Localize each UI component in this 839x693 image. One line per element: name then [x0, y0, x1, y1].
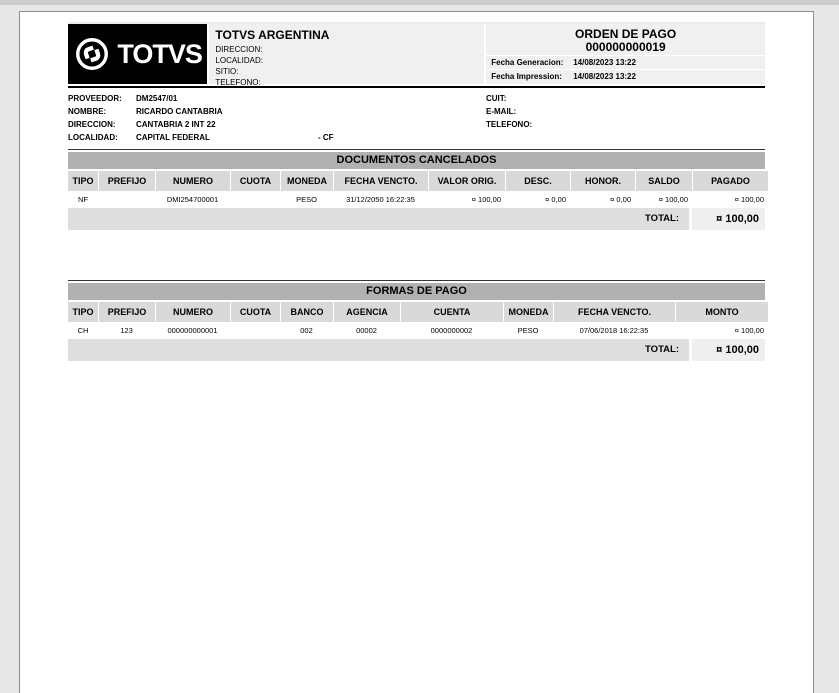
header-row — [68, 302, 768, 322]
table-cell: PESO — [296, 194, 317, 204]
provider-left-column — [68, 92, 486, 144]
documents-total-row — [68, 208, 765, 230]
order-info-panel — [486, 24, 765, 84]
column-header: PAGADO — [692, 171, 768, 191]
table-cell: ¤ 100,00 — [734, 194, 764, 204]
payments-total-row — [68, 339, 765, 361]
column-header: SALDO — [635, 171, 692, 191]
totvs-logo-text: TOTVS — [117, 38, 202, 69]
section-gap — [68, 230, 765, 280]
company-field: DIRECCION: — [215, 45, 263, 54]
table-cell: ¤ 100,00 — [734, 325, 764, 335]
company-field: SITIO: — [215, 67, 239, 76]
payments-total-label: TOTAL: — [68, 339, 689, 361]
table-cell: ¤ 0,00 — [610, 194, 631, 204]
documents-section-title: DOCUMENTOS CANCELADOS — [68, 152, 765, 169]
table-cell: CH — [77, 325, 89, 335]
table-cell: ¤ 100,00 — [471, 194, 501, 204]
column-header: HONOR. — [570, 171, 635, 191]
provider-section — [68, 88, 765, 149]
table-cell: ¤ 0,00 — [545, 194, 566, 204]
column-header: NUMERO — [155, 302, 230, 322]
report-page — [19, 11, 814, 693]
section-divider — [68, 149, 765, 150]
payments-section-title: FORMAS DE PAGO — [68, 283, 765, 300]
table-cell: 002 — [300, 325, 313, 335]
table-cell: 07/06/2018 16:22:35 — [579, 325, 649, 335]
provider-city: LOCALIDAD: CAPITAL FEDERAL - CF — [68, 133, 334, 142]
provider-name: NOMBRE: RICARDO CANTABRIA — [68, 107, 223, 116]
column-header: TIPO — [68, 302, 98, 322]
table-cell: 000000000001 — [167, 325, 218, 335]
order-print-date: Fecha Impression: 14/08/2023 13:22 — [486, 69, 765, 83]
column-header: NUMERO — [155, 171, 230, 191]
table-cell — [98, 193, 155, 205]
order-title: ORDEN DE PAGO — [575, 27, 677, 41]
section-divider — [68, 280, 765, 281]
order-generation-date: Fecha Generacion: 14/08/2023 13:22 — [486, 55, 765, 69]
table-cell — [230, 324, 280, 336]
provider-code: PROVEEDOR: DM2547/01 — [68, 94, 178, 103]
totvs-logo — [68, 24, 207, 84]
column-header: CUENTA — [400, 302, 503, 322]
table-cell: 0000000002 — [430, 325, 473, 335]
table-cell: 31/12/2050 16:22:35 — [346, 194, 415, 204]
window-top-strip — [0, 0, 839, 5]
table-cell: 123 — [120, 325, 133, 335]
table-cell — [230, 193, 280, 205]
company-name: TOTVS ARGENTINA — [215, 28, 330, 42]
provider-right-column — [486, 92, 765, 144]
table-row — [68, 193, 768, 205]
documents-total-label: TOTAL: — [68, 208, 689, 230]
table-cell: NF — [78, 194, 88, 204]
totvs-logo-icon — [73, 35, 111, 73]
company-field: TELEFONO: — [215, 78, 261, 87]
column-header: AGENCIA — [333, 302, 400, 322]
report-content — [68, 12, 765, 361]
provider-email: E-MAIL: — [486, 107, 517, 116]
column-header: DESC. — [505, 171, 570, 191]
table-cell: 00002 — [356, 325, 377, 335]
report-header — [68, 22, 765, 87]
column-header: PREFIJO — [98, 171, 155, 191]
documents-total-value: ¤ 100,00 — [692, 208, 765, 230]
column-header: CUOTA — [230, 171, 280, 191]
column-header: CUOTA — [230, 302, 280, 322]
provider-cuit: CUIT: — [486, 94, 507, 103]
table-row — [68, 324, 768, 336]
column-header: MONEDA — [280, 171, 333, 191]
column-header: VALOR ORIG. — [428, 171, 505, 191]
column-header: PREFIJO — [98, 302, 155, 322]
header-row — [68, 171, 768, 191]
column-header: BANCO — [280, 302, 333, 322]
table-cell: DMI254700001 — [166, 194, 219, 204]
column-header: TIPO — [68, 171, 98, 191]
column-header: FECHA VENCTO. — [333, 171, 428, 191]
table-cell: PESO — [517, 325, 539, 335]
payments-table — [68, 300, 768, 338]
company-info-panel — [209, 24, 484, 87]
documents-table — [68, 169, 768, 207]
column-header: MONEDA — [503, 302, 553, 322]
company-field: LOCALIDAD: — [215, 56, 263, 65]
provider-address: DIRECCION: CANTABRIA 2 INT 22 — [68, 120, 216, 129]
order-number: 000000000019 — [585, 40, 666, 54]
table-cell: ¤ 100,00 — [658, 194, 688, 204]
provider-phone: TELEFONO: — [486, 120, 533, 129]
column-header: FECHA VENCTO. — [553, 302, 675, 322]
payments-total-value: ¤ 100,00 — [692, 339, 765, 361]
column-header: MONTO — [675, 302, 768, 322]
